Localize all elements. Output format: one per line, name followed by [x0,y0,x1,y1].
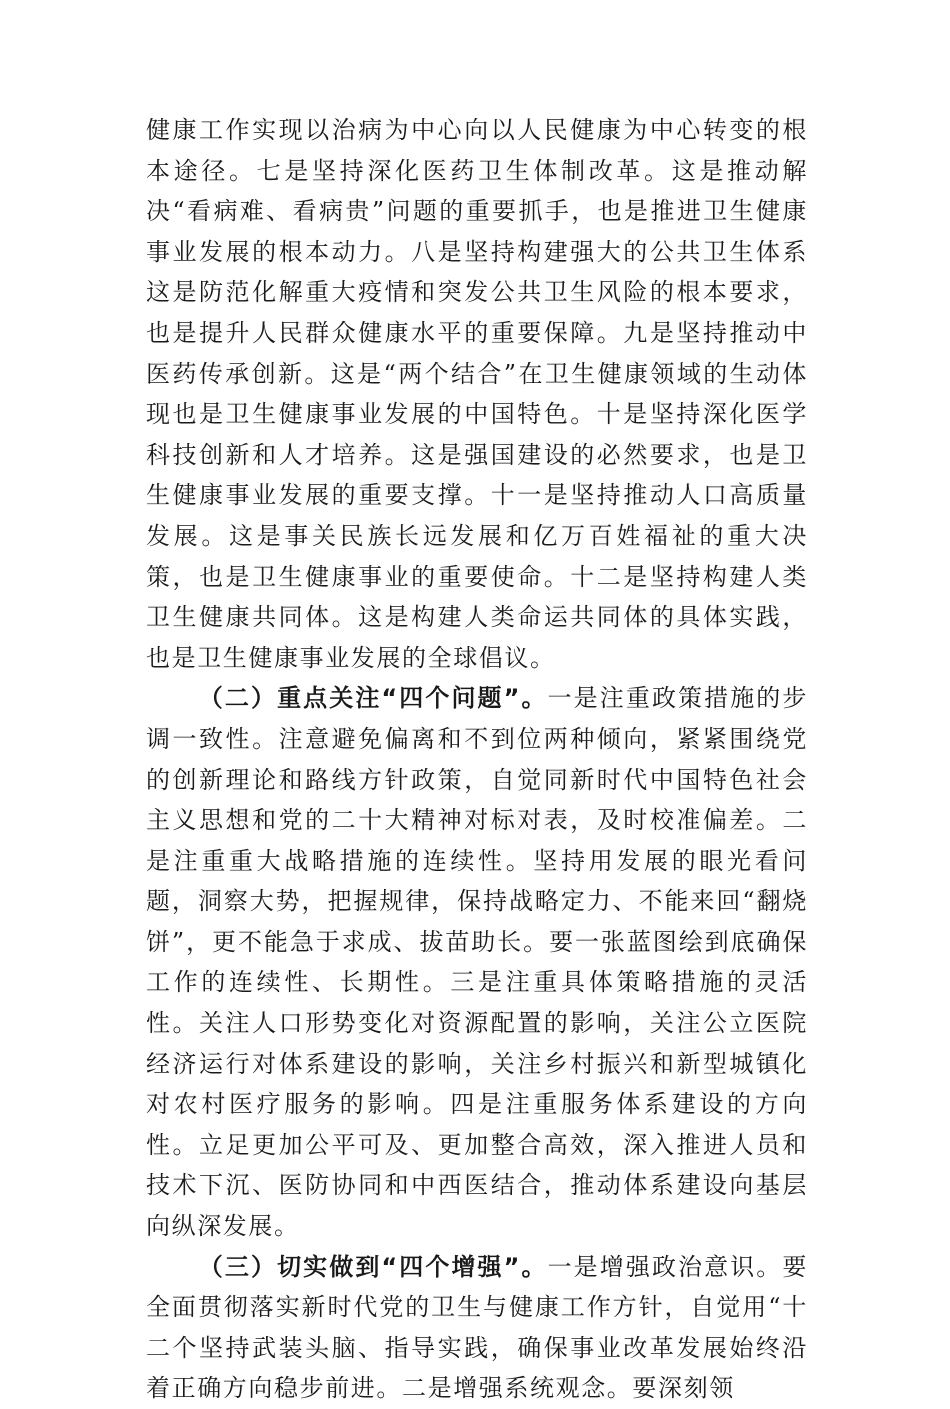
section-heading-four-problems: （二）重点关注“四个问题”。 [198,684,548,713]
paragraph-continuation: 健康工作实现以治病为中心向以人民健康为中心转变的根本途径。七是坚持深化医药卫生体制改革。这是推动解决“看病难、看病贵”问题的重要抓手，也是推进卫生健康事业发展的根本动力。八是坚持构建强大的公共卫生体系这是防范化解重大疫情和突发公共卫生风险的根本要求，也是提升人民群众健康水平的重要保障。九是坚持推动中医药传承创新。这是“两个结合”在卫生健康领域的生动体现也是卫生健康事业发展的中国特色。十是坚持深化医学科技创新和人才培养。这是强国建设的必然要求，也是卫生健康事业发展的重要支撑。十一是坚持推动人口高质量发展。这是事关民族长远发展和亿万百姓福祉的重大决策，也是卫生健康事业的重要使命。十二是坚持构建人类卫生健康共同体。这是构建人类命运共同体的具体实践，也是卫生健康事业发展的全球倡议。 [146,116,808,672]
paragraph-four-problems [146,678,808,1246]
paragraph-four-strengthens-text: 一是增强政治意识。要全面贯彻落实新时代党的卫生与健康工作方针，自觉用“十二个坚持武装头脑、指导实践，确保事业改革发展始终沿着正确方向稳步前进。二是增强系统观念。要深刻领 [146,1252,808,1403]
section-heading-four-strengthens: （三）切实做到“四个增强”。 [198,1252,548,1281]
document-body [146,110,808,1409]
paragraph-four-problems-text: 一是注重政策措施的步调一致性。注意避免偏离和不到位两种倾向，紧紧围绕党的创新理论和路线方针政策，自觉同新时代中国特色社会主义思想和党的二十大精神对标对表，及时校准偏差。二是注重重大战略措施的连续性。坚持用发展的眼光看问题，洞察大势，把握规律，保持战略定力、不能来回“翻烧饼”，更不能急于求成、拔苗助长。要一张蓝图绘到底确保工作的连续性、长期性。三是注重具体策略措施的灵活性。关注人口形势变化对资源配置的影响，关注公立医院经济运行对体系建设的影响，关注乡村振兴和新型城镇化对农村医疗服务的影响。四是注重服务体系建设的方向性。立足更加公平可及、更加整合高效，深入推进人员和技术下沉、医防协同和中西医结合，推动体系建设向基层向纵深发展。 [146,684,808,1241]
paragraph-four-strengthens [146,1247,808,1409]
